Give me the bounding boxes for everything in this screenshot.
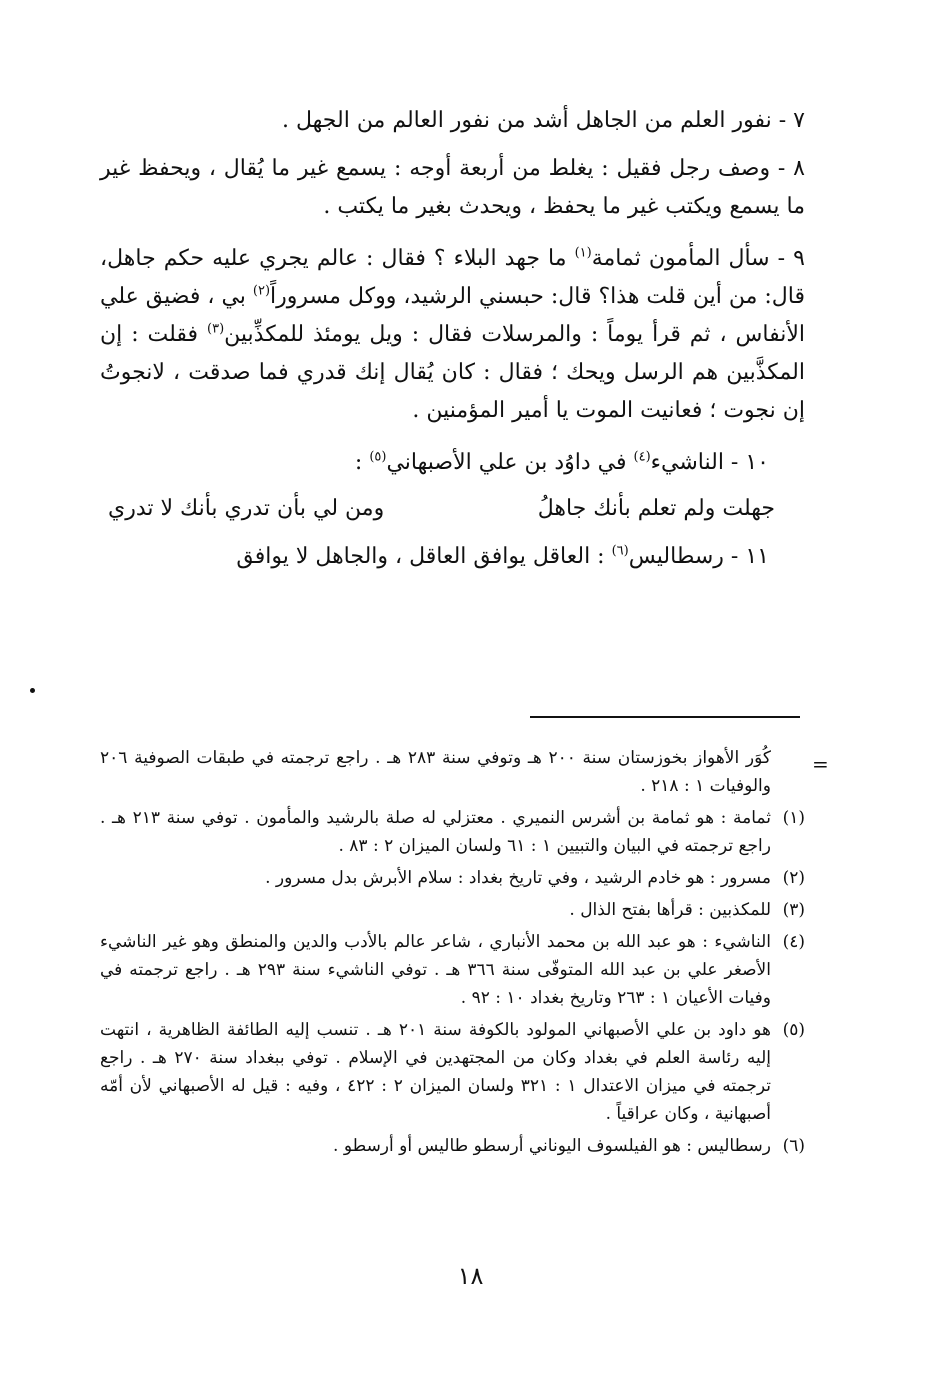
main-text (100, 102, 805, 584)
poem-verse (100, 490, 805, 528)
footnote-ref-5: (٥) (369, 449, 387, 465)
continuation-mark: = (812, 752, 829, 776)
footnote-ref-4: (٤) (633, 449, 651, 465)
footnote-3: (٣)للمكذبين : قرأها بفتح الذال . (569, 900, 805, 920)
footnote-separator (530, 716, 800, 718)
page-number: ١٨ (457, 1262, 484, 1290)
footnote-5: (٥)هو داود بن علي الأصبهاني المولود بالكوفة سنة ٢٠١ هـ . تنسب إليه الطائفة الظاهرية ، انتهت إليه رئاسة العلم في بغداد وكان من المجتهدين في الإسلام . توفي ببغداد سنة ٢٧٠ هـ . راجع ترجمته في ميزان الاعتدال ١ : ٣٢١ ولسان الميزان ٢ : ٤٢٢ ، وفيه : قيل له الأصبهاني لأن أمّه أصبهانية ، وكان عراقياً . (100, 1020, 805, 1124)
footnotes (100, 744, 805, 1164)
footnote-1: (١)ثمامة : هو ثمامة بن أشرس النميري . معتزلي له صلة بالرشيد والمأمون . توفي سنة ٢١٣ هـ . راجع ترجمته في البيان والتبيين ١ : ٦١ ولسان الميزان ٢ : ٨٣ . (100, 808, 805, 856)
footnote-ref-6: (٦) (611, 543, 629, 559)
margin-dot (30, 688, 35, 693)
verse-first-hemistich: جهلت ولم تعلم بأنك جاهلُ (537, 496, 775, 521)
footnote-ref-3: (٣) (207, 321, 225, 337)
footnote-4: (٤)الناشيء : هو عبد الله بن محمد الأنباري ، شاعر عالم بالأدب والدين والمنطق وهو غير الناشيء الأصغر علي بن عبد الله المتوفّى سنة ٣٦٦ هـ . توفي الناشيء سنة ٢٩٣ هـ . راجع ترجمته في وفيات الأعيان ١ : ٢٦٣ وتاريخ بغداد ١٠ : ٩٢ . (100, 932, 805, 1008)
footnote-6: (٦)رسطاليس : هو الفيلسوف اليوناني أرسطو طاليس أو أرسطو . (333, 1136, 805, 1156)
verse-second-hemistich: ومن لي بأن تدري بأنك لا تدري (108, 496, 385, 521)
paragraph-11: ١١ - رسطاليس$^{(٦)}$ : العاقل يوافق العاقل ، والجاهل لا يوافق (236, 543, 769, 569)
paragraph-7: ٧ - نفور العلم من الجاهل أشد من نفور العالم من الجهل . (282, 108, 805, 133)
footnote-continuation: كُوَر الأهواز بخوزستان سنة ٢٠٠ هـ وتوفي سنة ٢٨٣ هـ . راجع ترجمته في طبقات الصوفية ٢٠٦ والوفيات ١ : ٢١٨ . (100, 748, 771, 796)
paragraph-9: ٩ - سأل المأمون ثمامة$^{(١)}$ ما جهد البلاء ؟ فقال : عالم يجري عليه حكم جاهل، قال: من أين قلت هذا؟ قال: حبسني الرشيد، ووكل مسروراً$^{(٢)}$ بي ، فضيق علي الأنفاس ، ثم قرأ يوماً : والمرسلات فقال : ويل يومئذ للمكذِّبين$^{(٣)}$ فقلت : إن المكذَّبين هم الرسل ويحك ؛ فقال : كان يُقال إنك قدري فما صدقت ، لانجوتُ إن نجوت ؛ فعانيت الموت يا أمير المؤمنين . (100, 245, 805, 423)
footnote-ref-2: (٢) (252, 283, 271, 299)
paragraph-8: ٨ - وصف رجل فقيل : يغلط من أربعة أوجه : يسمع غير ما يُقال ، ويحفظ غير ما يسمع ويكتب غير ما يحفظ ، ويحدث بغير ما يكتب . (100, 156, 805, 219)
footnote-ref-1: (١) (574, 245, 592, 261)
paragraph-10: ١٠ - الناشيء$^{(٤)}$ في داوُد بن علي الأصبهاني$^{(٥)}$ : (354, 449, 769, 475)
footnote-2: (٢)مسرور : هو خادم الرشيد ، وفي تاريخ بغداد : سلام الأبرش بدل مسرور . (265, 868, 805, 888)
